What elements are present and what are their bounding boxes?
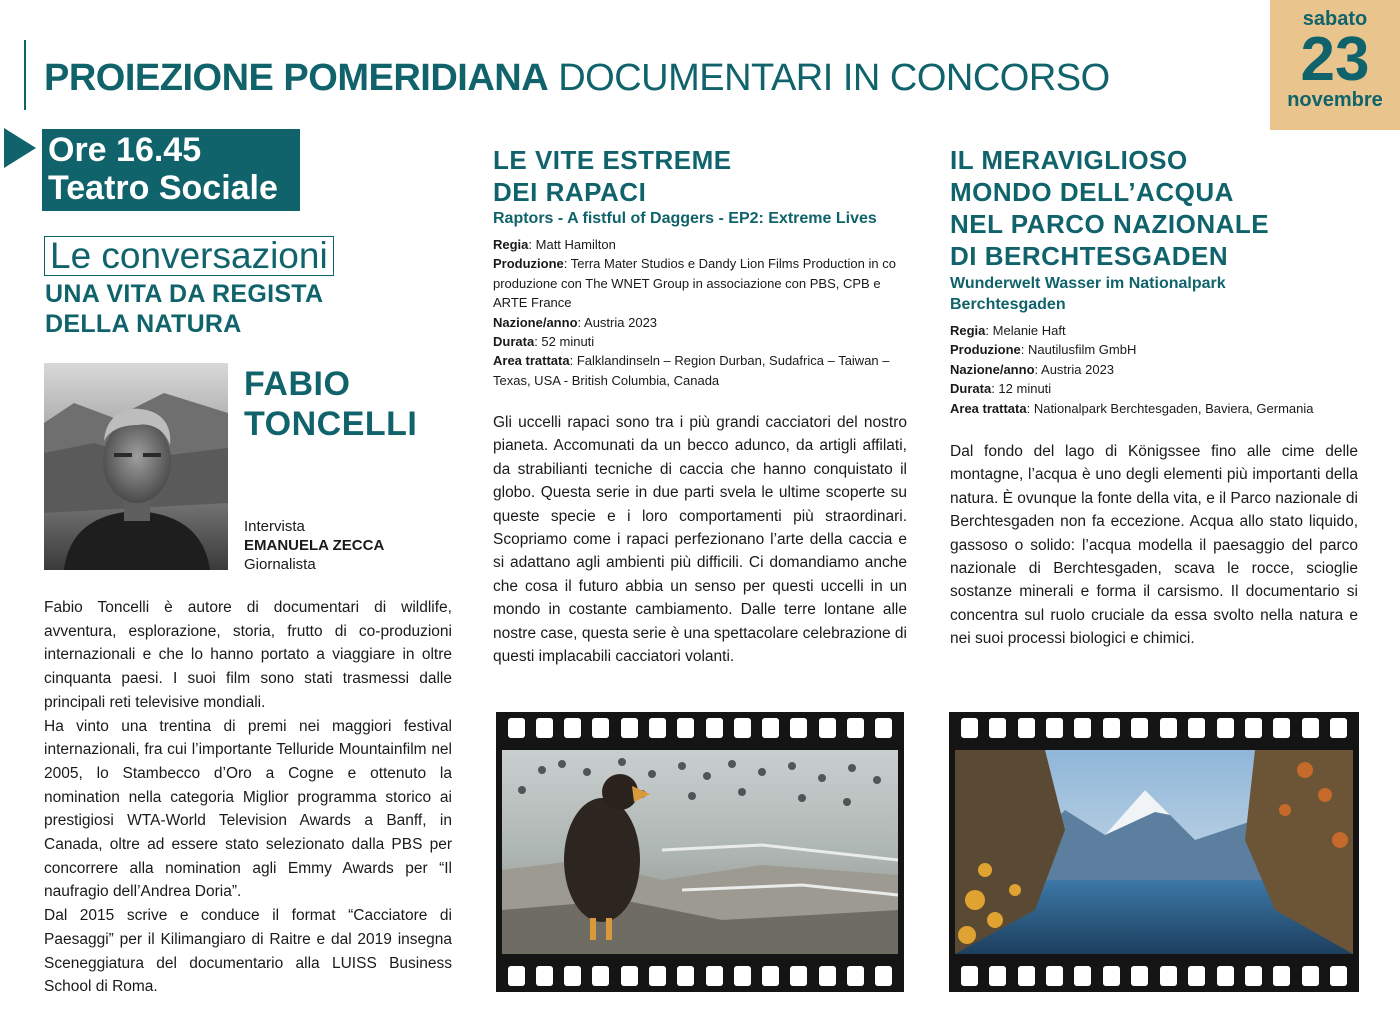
film-2-credits [950, 321, 1370, 418]
date-month: novembre [1287, 89, 1383, 111]
credit-value: Falklandinseln – Region Durban, Sudafrica – Taiwan – Texas, USA - British Columbia, Canada [493, 353, 890, 388]
caracara-bird-photo [502, 750, 898, 954]
date-weekday: sabato [1302, 8, 1368, 30]
credit-production: Produzione: Terra Mater Studios e Dandy Lion Films Production in co produzione con The WNET Group in associazione con PBS, CPB e ARTE France [493, 256, 896, 311]
page-title-bold: PROIEZIONE POMERIDIANA [44, 57, 549, 99]
film-1-synopsis: Gli uccelli rapaci sono tra i più grandi cacciatori del nostro pianeta. Accomunati da un becco adunco, da artigli affilati, da strabilianti tecniche di caccia che hanno conquistato il globo. Questa serie in due parti svela le ultime scoperte su queste specie e i loro comportamenti più straordinari. Scopriamo come i rapaci perfezionano l’arte della caccia e si adattano agli ambienti più difficili. Ci domandiamo anche che cosa il futuro abbia un senso per questi uccelli in un mondo in costante cambiamento. Dalle terre lontane alle nostre case, questa serie è una spettacolare celebrazione di questi implacabili cacciatori volanti. [493, 414, 907, 666]
schedule-time: Ore 16.45 [48, 131, 202, 169]
filmstrip-holes-top [949, 716, 1359, 740]
credit-value: Melanie Haft [992, 323, 1066, 338]
credit-value: Nautilusfilm GmbH [1028, 342, 1137, 358]
bio-paragraph: Ha vinto una trentina di premi nei maggiori festival internazionali, fra cui l’importante Telluride Mountainfilm nel 2005, lo Stambecco d’Oro a Cogne e ottenuto la nomination nella categoria Miglior programma storico ai prestigiosi WTA-World Television Awards a Banff, in Canada, oltre ad essere stato selezionato dalla PBS per concorrere alla nomination agli Emmy Awards per “Il naufragio dell’Andrea Doria”. [44, 717, 452, 901]
credit-label: Durata [493, 334, 535, 350]
section-subtitle [45, 279, 323, 339]
bio-paragraph: Dal 2015 scrive e conduce il format “Cacciatore di Paesaggi” per il Kilimangiaro di Raitre e dal 2019 insegna Sceneggiatura del documentario alla LUISS Business School di Roma. [44, 907, 452, 996]
film-1-title [493, 144, 732, 208]
credit-value: Austria 2023 [1041, 361, 1115, 377]
credit-value: 12 minuti [998, 381, 1052, 397]
film-1-original-title: Raptors - A fistful of Daggers - EP2: Extreme Lives [493, 210, 877, 227]
page-title-light: DOCUMENTARI IN CONCORSO [558, 57, 1110, 99]
credit-label: Produzione [950, 342, 1021, 358]
film-2-original-title-line: Wunderwelt Wasser im Nationalpark [950, 275, 1226, 292]
guest-first-name: FABIO [244, 365, 351, 403]
credit-director: Regia: Melanie Haft [950, 323, 1066, 338]
alpine-lake-photo [955, 750, 1353, 954]
interviewer-block [244, 517, 384, 574]
credit-label: Area trattata [950, 400, 1027, 416]
film-2-title-line: MONDO DELL’ACQUA [950, 177, 1234, 207]
section-title: Le conversazioni [44, 236, 334, 276]
date-badge [1270, 0, 1400, 130]
credit-value: Nationalpark Berchtesgaden, Baviera, Germania [1033, 400, 1314, 416]
credit-value: 52 minuti [541, 334, 595, 350]
date-day: 23 [1300, 25, 1370, 94]
bio-paragraph: Fabio Toncelli è autore di documentari di wildlife, avventura, esplorazione, storia, frutto di co-produzioni internazionali e che lo hanno portato a viaggiare in oltre cinquanta paesi. I suoi film sono stati trasmessi dalle principali reti televisive mondiali. [44, 599, 452, 711]
film-2-original-title-line: Berchtesgaden [950, 296, 1066, 313]
section-subtitle-line-2: DELLA NATURA [45, 310, 242, 338]
credit-value: Austria 2023 [584, 314, 658, 330]
guest-bio [44, 596, 452, 999]
credit-label: Produzione [493, 256, 564, 272]
film-2-title-line: NEL PARCO NAZIONALE [950, 209, 1270, 239]
schedule-box [42, 129, 300, 211]
credit-label: Regia [950, 323, 986, 338]
film-1-credits [493, 235, 911, 390]
guest-name [244, 364, 417, 444]
guest-last-name: TONCELLI [244, 405, 418, 443]
page-title [44, 56, 1110, 100]
credit-director: Regia: Matt Hamilton [493, 237, 616, 252]
schedule-venue: Teatro Sociale [48, 169, 278, 207]
credit-value: Terra Mater Studios e Dandy Lion Films Production in co produzione con The WNET Group in associazione con PBS, CPB e ARTE France [493, 256, 896, 311]
credit-duration: Durata: 52 minuti [493, 334, 595, 350]
credit-label: Durata [950, 381, 992, 397]
filmstrip-holes-bottom [496, 964, 904, 988]
header-rule [24, 40, 26, 110]
interviewer-name: EMANUELA ZECCA [244, 537, 385, 554]
section-subtitle-line-1: UNA VITA DA REGISTA [45, 280, 324, 308]
credit-country-year: Nazione/anno: Austria 2023 [493, 314, 658, 330]
credit-duration: Durata: 12 minuti [950, 381, 1052, 397]
film-1-title-line: DEI RAPACI [493, 177, 647, 207]
credit-area: Area trattata: Falklandinseln – Region Durban, Sudafrica – Taiwan – Texas, USA - British Columbia, Canada [493, 353, 890, 388]
film-2-still-filmstrip [949, 712, 1359, 992]
credit-value: Matt Hamilton [535, 237, 616, 252]
credit-label: Nazione/anno [950, 361, 1035, 377]
filmstrip-holes-bottom [949, 964, 1359, 988]
filmstrip-holes-top [496, 716, 904, 740]
credit-country-year: Nazione/anno: Austria 2023 [950, 361, 1115, 377]
film-2-synopsis: Dal fondo del lago di Königssee fino alle cime delle montagne, l’acqua è uno degli elementi più importanti della natura. È ovunque la fonte della vita, e il Parco nazionale di Berchtesgaden non fa eccezione. Acqua allo stato liquido, gassoso o solido: l’acqua modella il paesaggio del parco nazionale di Berchtesgaden, scava le rocce, scioglie sostanze minerali e forma il carsismo. Il documentario si concentra sul ruolo cruciale da essa svolto nella natura e nei suoi processi biologici e chimici. [950, 443, 1358, 648]
interviewer-role: Giornalista [244, 556, 316, 573]
interview-label: Intervista [244, 518, 305, 535]
film-2-original-title [950, 273, 1226, 315]
credit-label: Nazione/anno [493, 314, 578, 330]
credit-production: Produzione: Nautilusfilm GmbH [950, 342, 1137, 358]
film-1-title-line: LE VITE ESTREME [493, 145, 732, 175]
guest-portrait-photo [44, 363, 228, 570]
film-2-title-line: IL MERAVIGLIOSO [950, 145, 1188, 175]
film-1-still-filmstrip [496, 712, 904, 992]
film-2-title-line: DI BERCHTESGADEN [950, 241, 1229, 271]
credit-label: Regia [493, 237, 529, 252]
credit-area: Area trattata: Nationalpark Berchtesgaden, Baviera, Germania [950, 400, 1314, 416]
credit-label: Area trattata [493, 353, 570, 369]
play-triangle-icon [4, 128, 36, 168]
film-2-title [950, 144, 1269, 272]
